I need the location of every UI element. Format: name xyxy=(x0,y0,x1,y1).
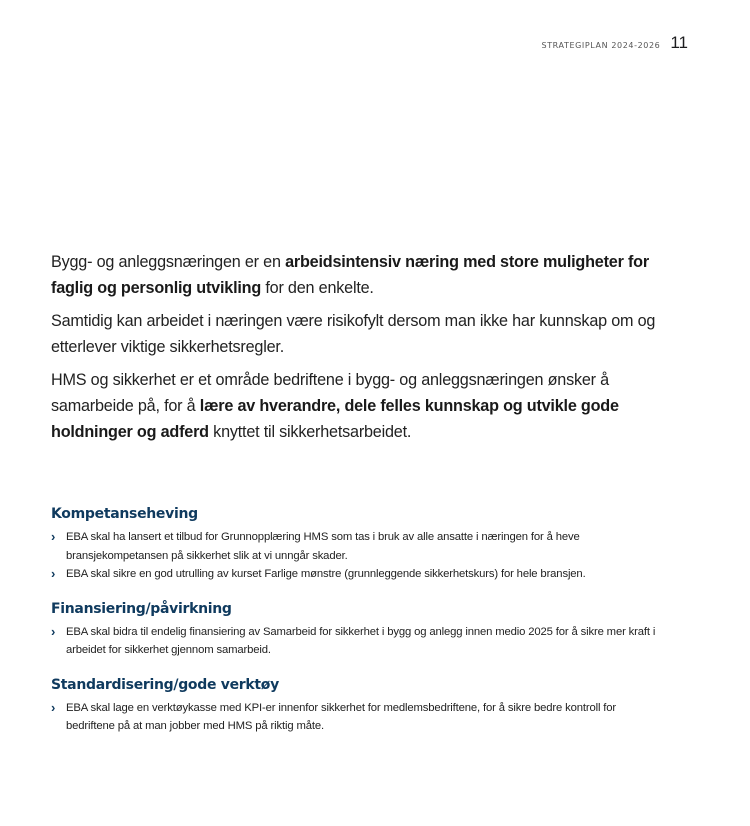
intro-paragraph-1: Bygg- og anleggsnæringen er en arbeidsintensiv næring med store muligheter for faglig og personlig utvikling for den enkelte. xyxy=(51,253,649,297)
emphasis: lære av hverandre, dele felles kunnskap og utvikle gode holdninger og adferd xyxy=(51,397,619,441)
chevron-right-icon: › xyxy=(51,566,56,581)
intro-text xyxy=(51,249,671,452)
emphasis: arbeidsintensiv næring med store muligheter for faglig og personlig utvikling xyxy=(51,253,649,297)
chevron-right-icon: › xyxy=(51,699,56,715)
section-standardisering xyxy=(51,677,661,736)
list-item: › EBA skal sikre en god utrulling av kurset Farlige mønstre (grunnleggende sikkerhetskurs) for hele bransjen. xyxy=(51,565,661,584)
bullet-list xyxy=(51,699,661,736)
bullet-list xyxy=(51,623,661,660)
goals-sections xyxy=(51,506,661,753)
bullet-list xyxy=(51,528,661,584)
intro-paragraph-3: HMS og sikkerhet er et område bedriftene i bygg- og anleggsnæringen ønsker å samarbeide på, for å lære av hverandre, dele felles kunnskap og utvikle gode holdninger og adferd knyttet til sikkerhetsarbeidet. xyxy=(51,371,619,441)
page-number: 11 xyxy=(670,33,688,52)
document-title: STRATEGIPLAN 2024-2026 xyxy=(541,41,661,50)
page-header xyxy=(542,33,688,53)
section-heading: Kompetanseheving xyxy=(51,506,198,522)
intro-paragraph-2: Samtidig kan arbeidet i næringen være risikofylt dersom man ikke har kunnskap om og etterlever viktige sikkerhetsregler. xyxy=(51,312,656,356)
section-heading: Finansiering/påvirkning xyxy=(51,600,232,617)
section-heading: Standardisering/gode verktøy xyxy=(51,676,279,693)
list-item: › EBA skal ha lansert et tilbud for Grunnopplæring HMS som tas i bruk av alle ansatte i næringen for å heve bransjekompetansen på sikkerhet slik at vi unngår skader. xyxy=(51,529,580,562)
chevron-right-icon: › xyxy=(51,623,56,639)
list-item: › EBA skal lage en verktøykasse med KPI-er innenfor sikkerhet for medlemsbedriftene, for å sikre bedre kontroll for bedriftene på at man jobber med HMS på riktig måte. xyxy=(51,699,617,732)
section-kompetanseheving xyxy=(51,506,661,584)
section-finansiering xyxy=(51,601,661,660)
list-item: › EBA skal bidra til endelig finansiering av Samarbeid for sikkerhet i bygg og anlegg innen medio 2025 for å sikre mer kraft i arbeidet for sikkerhet gjennom samarbeid. xyxy=(51,623,656,656)
chevron-right-icon: › xyxy=(51,529,56,544)
